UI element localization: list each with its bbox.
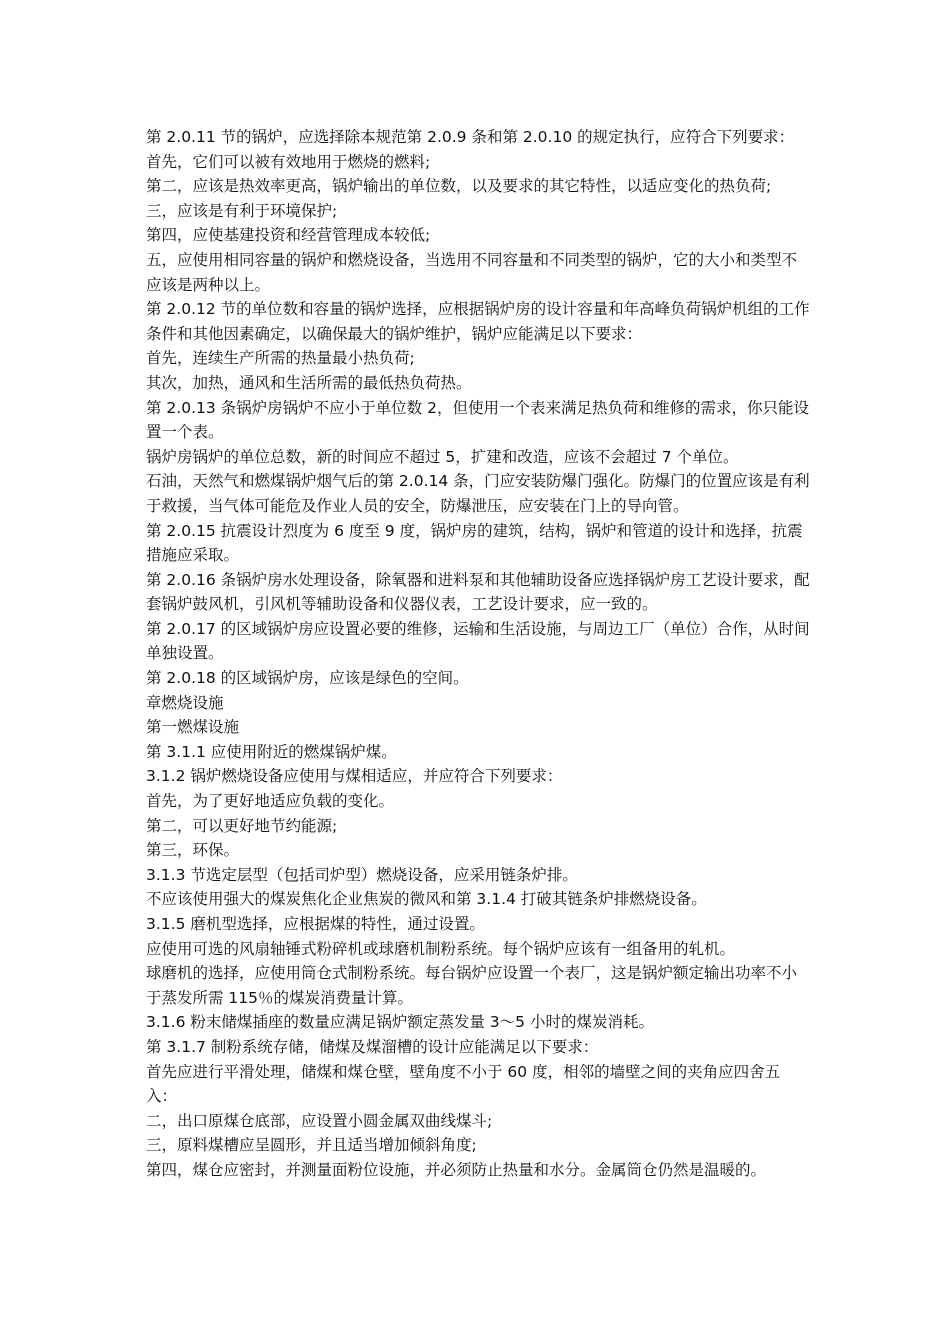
paragraph: 第三，环保。 xyxy=(146,841,240,860)
paragraph: 第 2.0.17 的区域锅炉房应设置必要的维修，运输和生活设施，与周边工厂（单位）合作，从时间单独设置。 xyxy=(146,619,810,663)
paragraph: 锅炉房锅炉的单位总数，新的时间应不超过 5，扩建和改造，应该不会超过 7 个单位。 xyxy=(146,447,739,466)
paragraph: 3.1.3 节选定层型（包括司炉型）燃烧设备，应采用链条炉排。 xyxy=(146,865,578,884)
chapter-heading: 章燃烧设施 xyxy=(146,693,224,712)
paragraph: 首先，连续生产所需的热量最小热负荷; xyxy=(146,349,415,368)
paragraph: 第 2.0.12 节的单位数和容量的锅炉选择，应根据锅炉房的设计容量和年高峰负荷锅炉机组的工作条件和其他因素确定，以确保最大的锅炉维护，锅炉应能满足以下要求： xyxy=(146,300,810,343)
paragraph: 三，应该是有利于环境保护; xyxy=(146,201,338,220)
paragraph: 3.1.6 粉末储煤插座的数量应满足锅炉额定蒸发量 3～5 小时的煤炭消耗。 xyxy=(146,1013,654,1032)
paragraph: 应使用可选的风扇轴锤式粉碎机或球磨机制粉系统。每个锅炉应该有一组备用的轧机。 xyxy=(146,939,736,958)
paragraph: 二，出口原煤仓底部，应设置小圆金属双曲线煤斗; xyxy=(146,1111,493,1130)
paragraph: 不应该使用强大的煤炭焦化企业焦炭的微风和第 3.1.4 打破其链条炉排燃烧设备。 xyxy=(146,890,707,909)
paragraph: 第二，应该是热效率更高，锅炉输出的单位数，以及要求的其它特性，以适应变化的热负荷; xyxy=(146,177,772,196)
paragraph: 第 2.0.11 节的锅炉，应选择除本规范第 2.0.9 条和第 2.0.10 的规定执行，应符合下列要求： xyxy=(146,128,795,146)
paragraph: 3.1.2 锅炉燃烧设备应使用与煤相适应，并应符合下列要求： xyxy=(146,767,563,786)
paragraph: 第 2.0.15 抗震设计烈度为 6 度至 9 度，锅炉房的建筑，结构，锅炉和管道的设计和选择，抗震措施应采取。 xyxy=(146,521,803,565)
paragraph: 第 3.1.1 应使用附近的燃煤锅炉煤。 xyxy=(146,742,397,761)
paragraph: 石油，天然气和燃煤锅炉烟气后的第 2.0.14 条，门应安装防爆门强化。防爆门的位置应该是有利于救援，当气体可能危及作业人员的安全，防爆泄压，应安装在门上的导向管。 xyxy=(146,472,810,515)
paragraph: 球磨机的选择，应使用筒仓式制粉系统。每台锅炉应设置一个表厂，这是锅炉额定输出功率不小于蒸发所需 115％的煤炭消费量计算。 xyxy=(146,964,798,1007)
paragraph: 第 2.0.13 条锅炉房锅炉不应小于单位数 2，但使用一个表来满足热负荷和维修的需求，你只能设置一个表。 xyxy=(146,398,809,442)
paragraph: 首先应进行平滑处理，储煤和煤仓壁，壁角度不小于 60 度，相邻的墙壁之间的夹角应四舍五入： xyxy=(146,1062,781,1106)
paragraph: 五，应使用相同容量的锅炉和燃烧设备，当选用不同容量和不同类型的锅炉，它的大小和类型不应该是两种以上。 xyxy=(146,250,798,294)
paragraph: 第 3.1.7 制粉系统存储，储煤及煤溜槽的设计应能满足以下要求： xyxy=(146,1037,599,1056)
paragraph: 第四，煤仓应密封，并测量面粉位设施，并必须防止热量和水分。金属筒仓仍然是温暖的。 xyxy=(146,1160,767,1179)
paragraph: 第 2.0.18 的区域锅炉房，应该是绿色的空间。 xyxy=(146,669,469,688)
paragraph: 第 2.0.16 条锅炉房水处理设备，除氧器和进料泵和其他辅助设备应选择锅炉房工艺设计要求，配套锅炉鼓风机，引风机等辅助设备和仪器仪表，工艺设计要求，应一致的。 xyxy=(146,570,810,614)
paragraph: 首先，它们可以被有效地用于燃烧的燃料; xyxy=(146,152,431,171)
paragraph: 3.1.5 磨机型选择，应根据煤的特性，通过设置。 xyxy=(146,915,485,933)
paragraph: 第四，应使基建投资和经营管理成本较低; xyxy=(146,226,431,245)
paragraph: 其次，加热，通风和生活所需的最低热负荷热。 xyxy=(146,373,472,392)
paragraph: 首先，为了更好地适应负载的变化。 xyxy=(146,792,395,811)
section-heading: 第一燃煤设施 xyxy=(146,718,240,737)
document-body xyxy=(146,125,810,1183)
paragraph: 第二，可以更好地节约能源; xyxy=(146,816,338,835)
paragraph: 三，原料煤槽应呈圆形，并且适当增加倾斜角度; xyxy=(146,1136,477,1155)
